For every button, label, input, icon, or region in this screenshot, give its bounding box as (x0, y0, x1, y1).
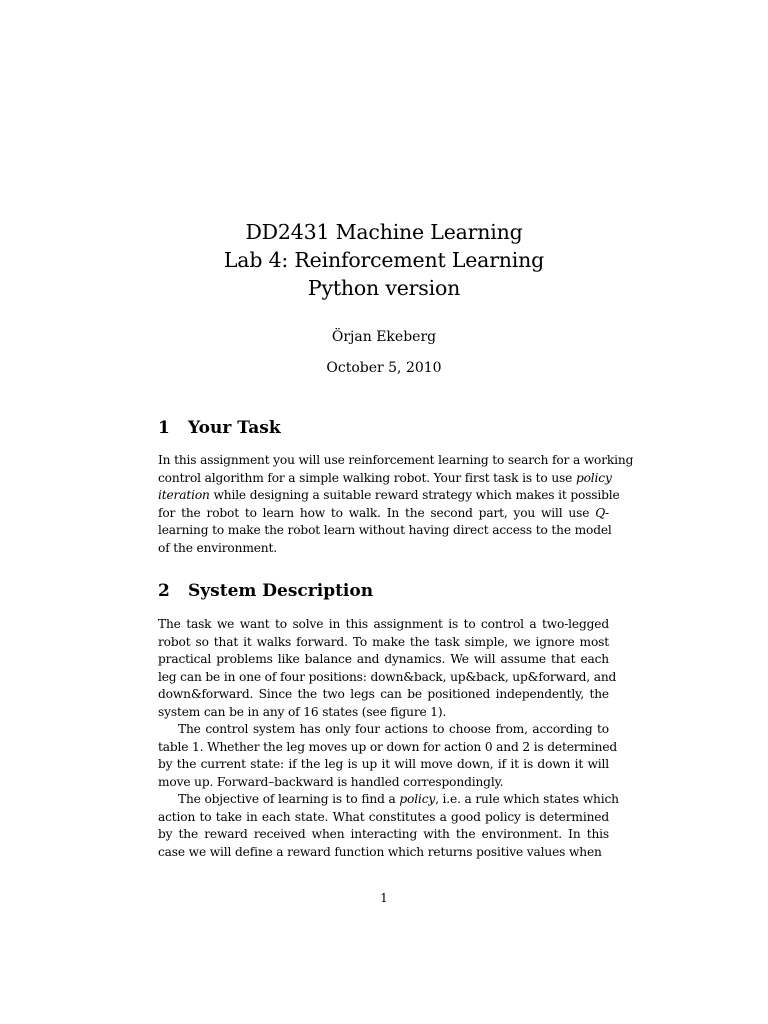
text-line: of the environment. (158, 540, 277, 555)
author: Örjan Ekeberg (331, 329, 437, 345)
text-line: action to take in each state. What constitutes a good policy is determined (158, 809, 609, 824)
text-line: down&forward. Since the two legs can be positioned independently, the (158, 687, 609, 702)
emphasis: policy (399, 792, 436, 806)
text-line: The control system has only four actions to choose from, according to (178, 722, 609, 736)
section-heading-your-task (158, 417, 610, 439)
paragraph (158, 721, 618, 791)
text-line: move up. Forward–backward is handled correspondingly. (158, 774, 504, 789)
title-line-version: Python version (307, 276, 461, 300)
page-number: 1 (380, 891, 388, 905)
text-line: table 1. Whether the leg moves up or down for action 0 and 2 is determined (158, 739, 618, 754)
section-number: 2 (158, 581, 170, 601)
paragraph (158, 452, 634, 558)
text-line: leg can be in one of four positions: down&back, up&back, up&forward, and (158, 669, 617, 684)
text-line: The task we want to solve in this assignment is to control a two-legged (158, 617, 609, 631)
emphasis: iteration (158, 488, 210, 503)
text-line: control algorithm for a simple walking robot. Your first task is to use policy (158, 470, 612, 485)
text-line: In this assignment you will use reinforcement learning to search for a working (158, 453, 634, 467)
section-title: Your Task (188, 418, 281, 438)
paragraph (158, 616, 617, 722)
text-line: robot so that it walks forward. To make the task simple, we ignore most (158, 634, 609, 649)
emphasis: policy (575, 470, 612, 485)
text-line: practical problems like balance and dynamics. We will assume that each (158, 652, 609, 667)
text-line: by the reward received when interacting with the environment. In this (158, 827, 609, 842)
text-line: learning to make the robot learn without having direct access to the model (158, 523, 612, 538)
text-line: iteration while designing a suitable reward strategy which makes it possible (158, 488, 620, 503)
paragraph (158, 791, 619, 861)
text-line: system can be in any of 16 states (see figure 1). (158, 704, 447, 719)
emphasis: Q (595, 505, 606, 520)
date: October 5, 2010 (326, 360, 442, 376)
section-heading-system-description (158, 580, 610, 602)
text-line: The objective of learning is to find a policy, i.e. a rule which states which (178, 792, 619, 806)
section-title: System Description (188, 581, 374, 601)
document-title (0, 218, 768, 302)
text-line: case we will define a reward function which returns positive values when (158, 844, 602, 859)
text-line: by the current state: if the leg is up it will move down, if it is down it will (158, 757, 609, 772)
section-number: 1 (158, 418, 170, 438)
title-line-lab: Lab 4: Reinforcement Learning (223, 248, 545, 272)
text-line: for the robot to learn how to walk. In the second part, you will use Q- (158, 505, 609, 520)
title-line-course: DD2431 Machine Learning (245, 220, 523, 244)
